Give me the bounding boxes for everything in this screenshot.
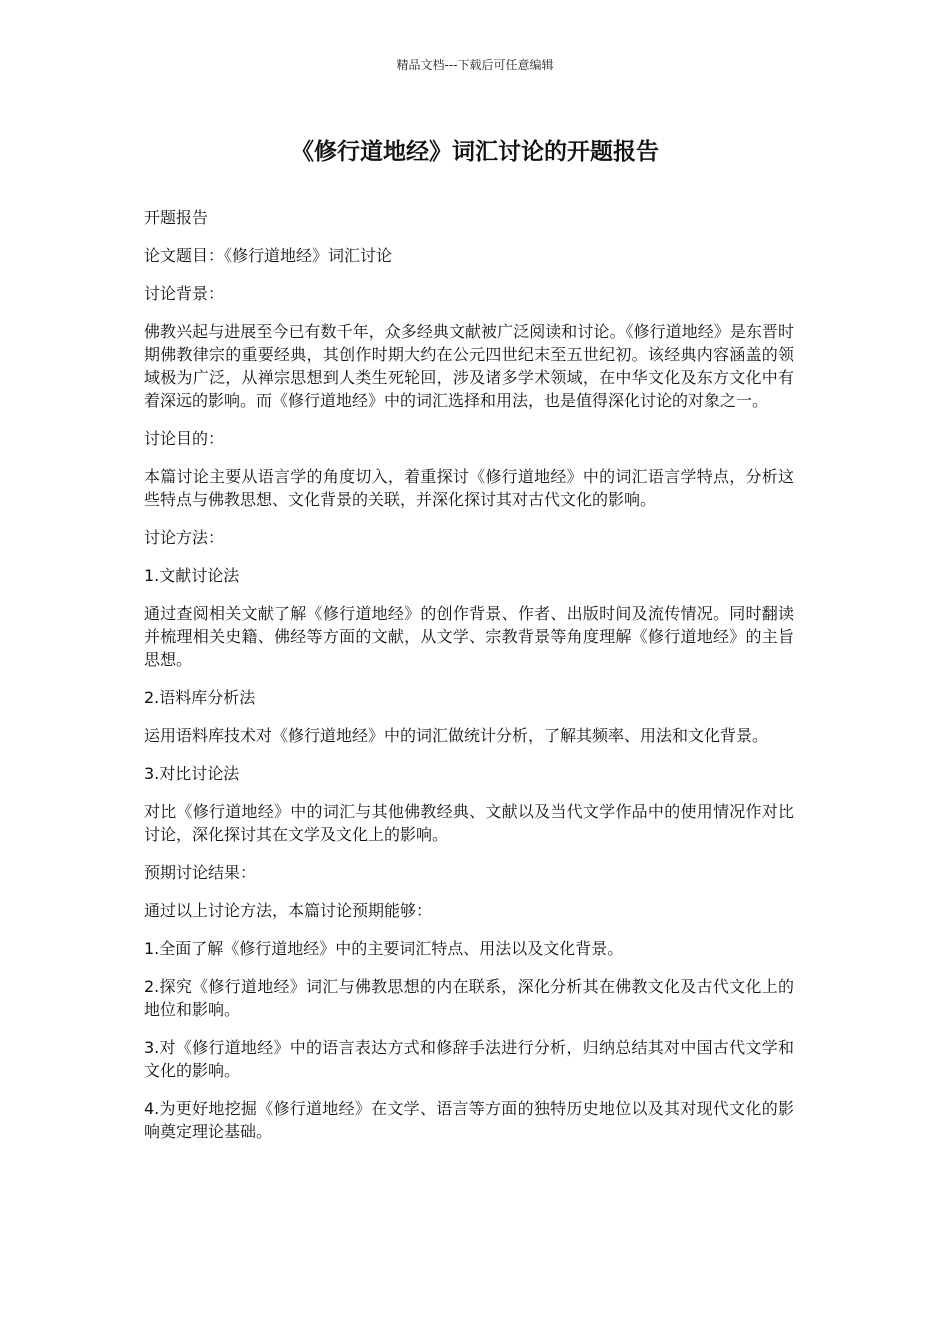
expected-result-2: 2.探究《修行道地经》词汇与佛教思想的内在联系，深化分析其在佛教文化及古代文化上的地位和影响。 (144, 977, 794, 1019)
paragraph-background: 佛教兴起与进展至今已有数千年，众多经典文献被广泛阅读和讨论。《修行道地经》是东晋时期佛教律宗的重要经典，其创作时期大约在公元四世纪末至五世纪初。该经典内容涵盖的领域极为广泛，从禅宗思想到人类生死轮回，涉及诸多学术领域，在中华文化及东方文化中有着深远的影响。而《修行道地经》中的词汇选择和用法，也是值得深化讨论的对象之一。 (144, 322, 794, 410)
method-2-description: 运用语料库技术对《修行道地经》中的词汇做统计分析，了解其频率、用法和文化背景。 (144, 726, 769, 745)
method-3-description: 对比《修行道地经》中的词汇与其他佛教经典、文献以及当代文学作品中的使用情况作对比讨论，深化探讨其在文学及文化上的影响。 (144, 802, 794, 844)
section-label-proposal: 开题报告 (144, 208, 209, 227)
thesis-title-line: 论文题目：《修行道地经》词汇讨论 (144, 246, 393, 265)
heading-purpose: 讨论目的： (144, 429, 225, 448)
expected-results-intro: 通过以上讨论方法，本篇讨论预期能够： (144, 901, 433, 920)
document-body (144, 206, 794, 1158)
method-3-title: 3.对比讨论法 (144, 764, 240, 783)
expected-result-1: 1.全面了解《修行道地经》中的主要词汇特点、用法以及文化背景。 (144, 939, 624, 958)
heading-methods: 讨论方法： (144, 528, 225, 547)
page-header-watermark: 精品文档---下载后可任意编辑 (396, 58, 554, 72)
expected-result-3: 3.对《修行道地经》中的语言表达方式和修辞手法进行分析，归纳总结其对中国古代文学和文化的影响。 (144, 1038, 794, 1080)
expected-result-4: 4.为更好地挖掘《修行道地经》在文学、语言等方面的独特历史地位以及其对现代文化的影响奠定理论基础。 (144, 1099, 794, 1141)
method-2-title: 2.语料库分析法 (144, 688, 256, 707)
heading-expected-results: 预期讨论结果： (144, 863, 257, 882)
method-1-description: 通过查阅相关文献了解《修行道地经》的创作背景、作者、出版时间及流传情况。同时翻读并梳理相关史籍、佛经等方面的文献，从文学、宗教背景等角度理解《修行道地经》的主旨思想。 (144, 604, 794, 669)
document-title: 《修行道地经》词汇讨论的开题报告 (291, 139, 659, 165)
paragraph-purpose: 本篇讨论主要从语言学的角度切入，着重探讨《修行道地经》中的词汇语言学特点，分析这些特点与佛教思想、文化背景的关联，并深化探讨其对古代文化的影响。 (144, 467, 794, 509)
heading-background: 讨论背景： (144, 284, 225, 303)
method-1-title: 1.文献讨论法 (144, 566, 240, 585)
